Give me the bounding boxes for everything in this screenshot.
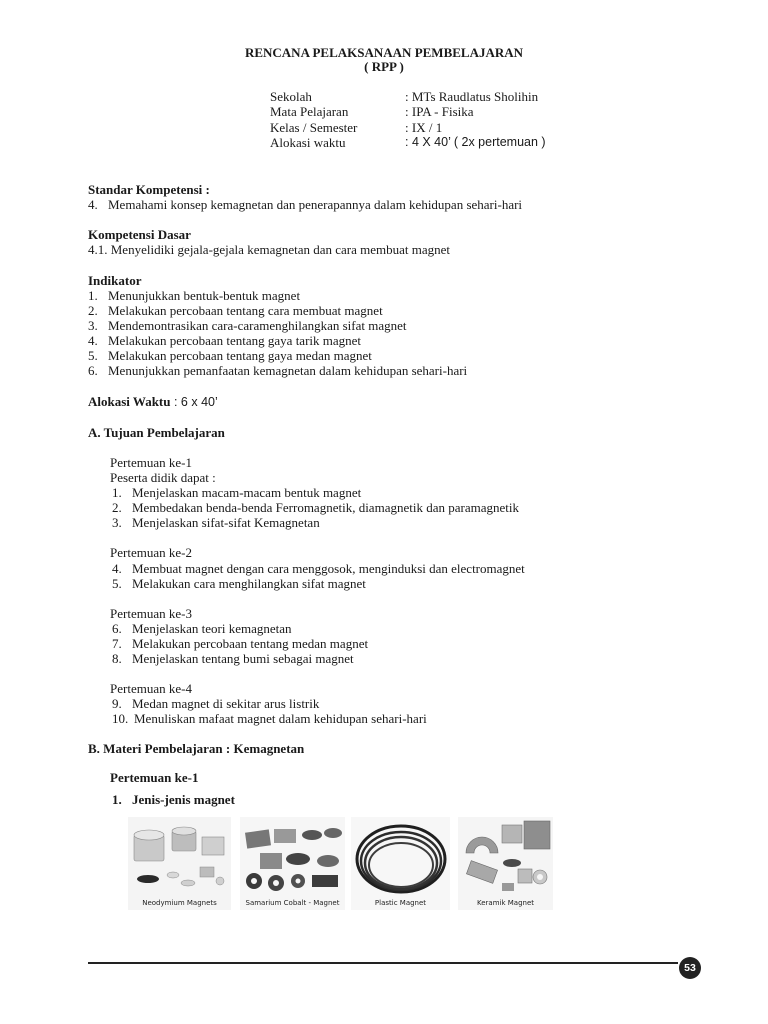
list-text: Medan magnet di sekitar arus listrik bbox=[132, 696, 320, 711]
info-value: : IPA - Fisika bbox=[405, 104, 474, 119]
pertemuan-title: Pertemuan ke-1 bbox=[110, 455, 192, 470]
info-value: : MTs Raudlatus Sholihin bbox=[405, 89, 539, 104]
list-item bbox=[112, 711, 427, 726]
list-item bbox=[112, 636, 368, 651]
list-item bbox=[88, 333, 361, 348]
list-num: 6. bbox=[88, 363, 98, 378]
list-text: Melakukan percobaan tentang cara membuat magnet bbox=[108, 303, 383, 318]
alokasi-value: : 6 x 40’ bbox=[170, 395, 218, 409]
footer-divider bbox=[88, 962, 678, 964]
materi-pertemuan: Pertemuan ke-1 bbox=[110, 770, 199, 785]
neodymium-magnets-illustration bbox=[128, 817, 231, 910]
image-caption: Neodymium Magnets bbox=[142, 899, 217, 907]
list-text: Menunjukkan pemanfaatan kemagnetan dalam kehidupan sehari-hari bbox=[108, 363, 468, 378]
list-num: 2. bbox=[88, 303, 98, 318]
samarium-cobalt-image bbox=[240, 817, 345, 910]
page-number-badge: 53 bbox=[679, 957, 701, 979]
standar-text: Memahami konsep kemagnetan dan penerapannya dalam kehidupan sehari-hari bbox=[108, 197, 523, 212]
list-item bbox=[112, 576, 366, 591]
neodymium-magnets-image bbox=[128, 817, 231, 910]
list-num: 4. bbox=[88, 333, 98, 348]
info-value: : 4 X 40’ ( 2x pertemuan ) bbox=[405, 135, 546, 149]
tujuan-heading: A. Tujuan Pembelajaran bbox=[88, 425, 225, 440]
list-num: 4. bbox=[112, 561, 122, 576]
plastic-magnet-image bbox=[351, 817, 450, 910]
list-item bbox=[112, 651, 354, 666]
list-text: Melakukan cara menghilangkan sifat magnet bbox=[132, 576, 366, 591]
list-num: 7. bbox=[112, 636, 122, 651]
pertemuan-intro: Peserta didik dapat : bbox=[110, 470, 216, 485]
subheading-num: 1. bbox=[112, 792, 122, 807]
list-item bbox=[112, 485, 361, 500]
list-text: Melakukan percobaan tentang gaya medan magnet bbox=[108, 348, 372, 363]
list-item bbox=[112, 515, 320, 530]
image-caption: Samarium Cobalt - Magnet bbox=[245, 899, 340, 907]
list-item bbox=[88, 348, 372, 363]
info-label: Kelas / Semester bbox=[270, 120, 358, 135]
list-item bbox=[112, 500, 519, 515]
materi-heading: B. Materi Pembelajaran : Kemagnetan bbox=[88, 741, 305, 756]
list-item bbox=[112, 561, 525, 576]
list-num: 2. bbox=[112, 500, 122, 515]
kompetensi-heading: Kompetensi Dasar bbox=[88, 227, 191, 242]
list-text: Menjelaskan teori kemagnetan bbox=[132, 621, 292, 636]
list-item bbox=[88, 303, 383, 318]
standar-num: 4. bbox=[88, 197, 98, 212]
info-label: Sekolah bbox=[270, 89, 312, 104]
keramik-magnet-image bbox=[458, 817, 553, 910]
info-value: : IX / 1 bbox=[405, 120, 443, 135]
standar-item bbox=[88, 197, 522, 212]
image-caption: Keramik Magnet bbox=[476, 899, 535, 907]
list-item bbox=[112, 621, 292, 636]
list-num: 5. bbox=[112, 576, 122, 591]
list-text: Menjelaskan tentang bumi sebagai magnet bbox=[132, 651, 354, 666]
list-text: Menunjukkan bentuk-bentuk magnet bbox=[108, 288, 301, 303]
list-text: Membedakan benda-benda Ferromagnetik, diamagnetik dan paramagnetik bbox=[132, 500, 519, 515]
list-item bbox=[112, 696, 319, 711]
alokasi-line bbox=[88, 394, 218, 410]
list-text: Mendemontrasikan cara-caramenghilangkan sifat magnet bbox=[108, 318, 407, 333]
list-text: Membuat magnet dengan cara menggosok, menginduksi dan electromagnet bbox=[132, 561, 525, 576]
list-num: 9. bbox=[112, 696, 122, 711]
list-item bbox=[88, 318, 407, 333]
subheading-text: Jenis-jenis magnet bbox=[132, 792, 235, 807]
pertemuan-title: Pertemuan ke-3 bbox=[110, 606, 192, 621]
list-text: Menjelaskan macam-macam bentuk magnet bbox=[132, 485, 362, 500]
list-item bbox=[88, 363, 467, 378]
list-num: 1. bbox=[112, 485, 122, 500]
page-title: RENCANA PELAKSANAAN PEMBELAJARAN bbox=[244, 45, 524, 60]
list-num: 1. bbox=[88, 288, 98, 303]
list-num: 10. bbox=[112, 711, 129, 726]
keramik-magnet-illustration bbox=[458, 817, 553, 910]
materi-subheading bbox=[112, 792, 235, 807]
pertemuan-title: Pertemuan ke-4 bbox=[110, 681, 192, 696]
info-label: Mata Pelajaran bbox=[270, 104, 349, 119]
plastic-magnet-illustration bbox=[351, 817, 450, 910]
list-text: Melakukan percobaan tentang gaya tarik magnet bbox=[108, 333, 362, 348]
info-label: Alokasi waktu bbox=[270, 135, 346, 150]
samarium-cobalt-illustration bbox=[240, 817, 345, 910]
list-num: 8. bbox=[112, 651, 122, 666]
list-text: Menjelaskan sifat-sifat Kemagnetan bbox=[132, 515, 320, 530]
indikator-heading: Indikator bbox=[88, 273, 142, 288]
list-num: 5. bbox=[88, 348, 98, 363]
list-num: 3. bbox=[112, 515, 122, 530]
list-num: 3. bbox=[88, 318, 98, 333]
alokasi-label: Alokasi Waktu bbox=[88, 394, 171, 409]
image-caption: Plastic Magnet bbox=[374, 899, 427, 907]
list-text: Melakukan percobaan tentang medan magnet bbox=[132, 636, 369, 651]
list-item bbox=[88, 288, 300, 303]
pertemuan-title: Pertemuan ke-2 bbox=[110, 545, 192, 560]
standar-heading: Standar Kompetensi : bbox=[88, 182, 210, 197]
list-text: Menuliskan mafaat magnet dalam kehidupan sehari-hari bbox=[134, 711, 427, 726]
list-num: 6. bbox=[112, 621, 122, 636]
page-subtitle: ( RPP ) bbox=[364, 59, 404, 74]
kompetensi-text: 4.1. Menyelidiki gejala-gejala kemagnetan dan cara membuat magnet bbox=[88, 242, 451, 257]
